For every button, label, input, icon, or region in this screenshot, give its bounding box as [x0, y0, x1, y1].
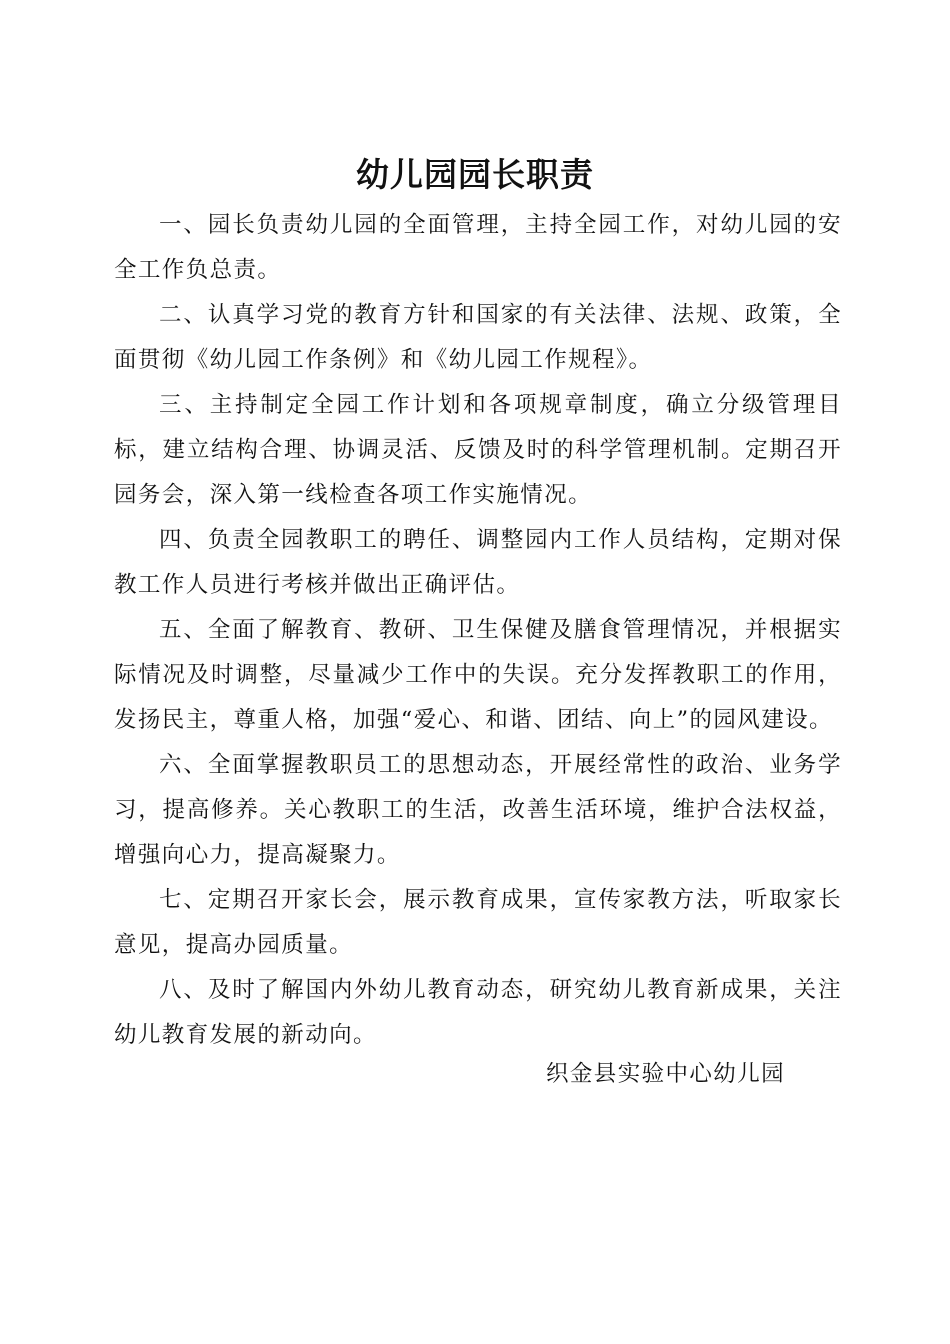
document-title: 幼儿园园长职责 — [356, 155, 594, 194]
paragraph-8: 八、及时了解国内外幼儿教育动态，研究幼儿教育新成果，关注幼儿教育发展的新动向。 — [114, 977, 842, 1048]
paragraph-5: 五、全面了解教育、教研、卫生保健及膳食管理情况，并根据实际情况及时调整，尽量减少工作中的失误。充分发挥教职工的作用，发扬民主，尊重人格，加强“爱心、和谐、团结、向上”的园风建设。 — [114, 617, 842, 733]
signature: 织金县实验中心幼儿园 — [546, 1061, 786, 1087]
paragraph-7: 七、定期召开家长会，展示教育成果，宣传家教方法，听取家长意见，提高办园质量。 — [114, 887, 842, 958]
paragraph-6: 六、全面掌握教职员工的思想动态，开展经常性的政治、业务学习，提高修养。关心教职工的生活，改善生活环境，维护合法权益，增强向心力，提高凝聚力。 — [114, 752, 842, 868]
paragraph-4: 四、负责全园教职工的聘任、调整园内工作人员结构，定期对保教工作人员进行考核并做出正确评估。 — [114, 527, 842, 598]
paragraph-2: 二、认真学习党的教育方针和国家的有关法律、法规、政策，全面贯彻《幼儿园工作条例》和《幼儿园工作规程》。 — [114, 302, 842, 373]
document-body — [114, 203, 842, 1058]
paragraph-3: 三、主持制定全园工作计划和各项规章制度，确立分级管理目标，建立结构合理、协调灵活、反馈及时的科学管理机制。定期召开园务会，深入第一线检查各项工作实施情况。 — [114, 392, 842, 508]
paragraph-1: 一、园长负责幼儿园的全面管理，主持全园工作，对幼儿园的安全工作负总责。 — [114, 212, 842, 283]
